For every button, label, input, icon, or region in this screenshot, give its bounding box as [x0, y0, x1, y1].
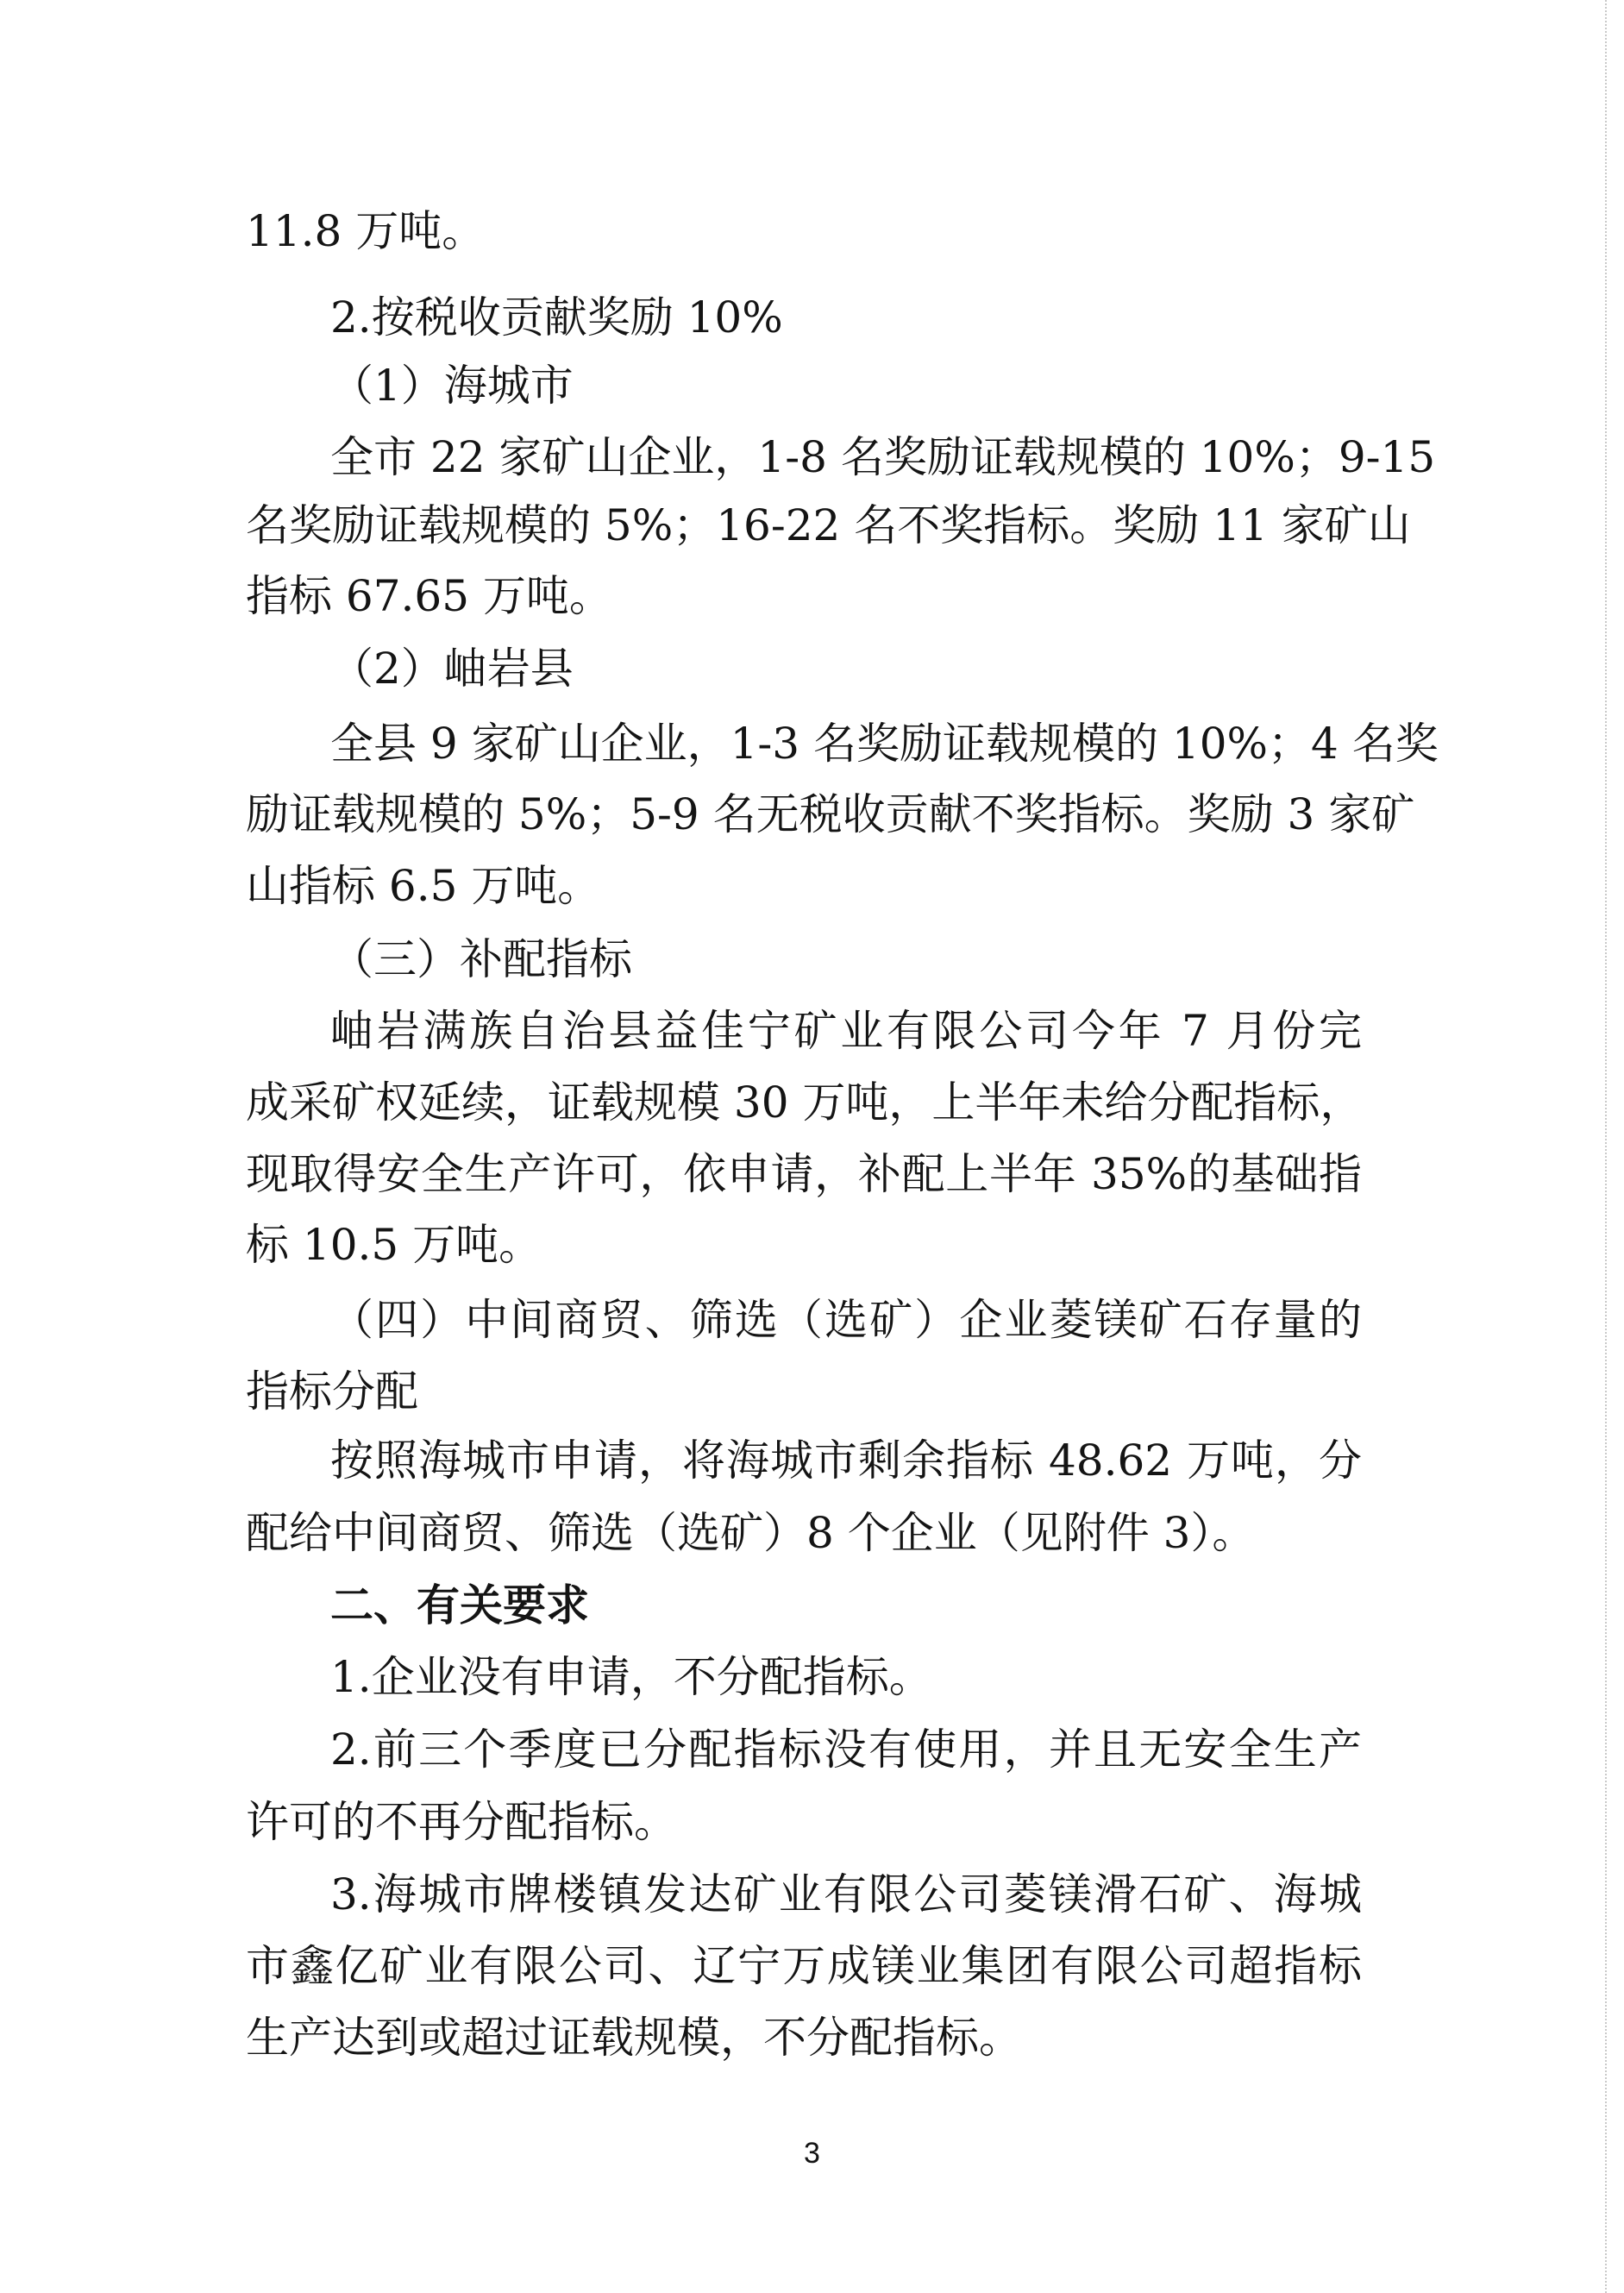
text-line: 全县 9 家矿山企业，1-3 名奖励证载规模的 10%；4 名奖	[330, 719, 1439, 769]
section-heading-continued: 指标分配	[246, 1366, 418, 1417]
text-line: 励证载规模的 5%；5-9 名无税收贡献不奖指标。奖励 3 家矿	[246, 789, 1415, 839]
text-line: 山指标 6.5 万吨。	[246, 861, 601, 911]
requirement-item: 3.海城市牌楼镇发达矿业有限公司菱镁滑石矿、海城	[330, 1869, 1362, 1919]
text-line: 名奖励证载规模的 5%；16-22 名不奖指标。奖励 11 家矿山	[246, 500, 1411, 550]
text-line: 许可的不再分配指标。	[246, 1797, 677, 1847]
section-item-heading: 2.按税收贡献奖励 10%	[330, 292, 783, 342]
subsection-heading: （2）岫岩县	[330, 644, 574, 694]
requirement-item: 1.企业没有申请，不分配指标。	[330, 1652, 932, 1702]
requirement-item: 2.前三个季度已分配指标没有使用，并且无安全生产	[330, 1724, 1362, 1775]
text-line: 岫岩满族自治县益佳宁矿业有限公司今年 7 月份完	[330, 1006, 1362, 1056]
section-heading: （三）补配指标	[330, 934, 632, 984]
page-number: 3	[804, 2137, 820, 2170]
text-line: 指标 67.65 万吨。	[246, 571, 612, 621]
chapter-heading: 二、有关要求	[330, 1580, 589, 1630]
text-line: 配给中间商贸、筛选（选矿）8 个企业（见附件 3）。	[246, 1508, 1256, 1558]
text-line: 标 10.5 万吨。	[246, 1220, 542, 1270]
text-line: 成采矿权延续，证载规模 30 万吨，上半年未给分配指标，	[246, 1077, 1364, 1128]
text-line: 市鑫亿矿业有限公司、辽宁万成镁业集团有限公司超指标	[246, 1941, 1362, 1991]
text-line: 生产达到或超过证载规模，不分配指标。	[246, 2013, 1022, 2063]
text-line: 按照海城市申请，将海城市剩余指标 48.62 万吨，分	[330, 1435, 1362, 1486]
text-line: 全市 22 家矿山企业，1-8 名奖励证载规模的 10%；9-15	[330, 432, 1436, 482]
text-line: 现取得安全生产许可，依申请，补配上半年 35%的基础指	[246, 1149, 1362, 1199]
subsection-heading: （1）海城市	[330, 361, 574, 411]
section-heading: （四）中间商贸、筛选（选矿）企业菱镁矿石存量的	[330, 1295, 1362, 1345]
text-line: 11.8 万吨。	[246, 206, 486, 256]
